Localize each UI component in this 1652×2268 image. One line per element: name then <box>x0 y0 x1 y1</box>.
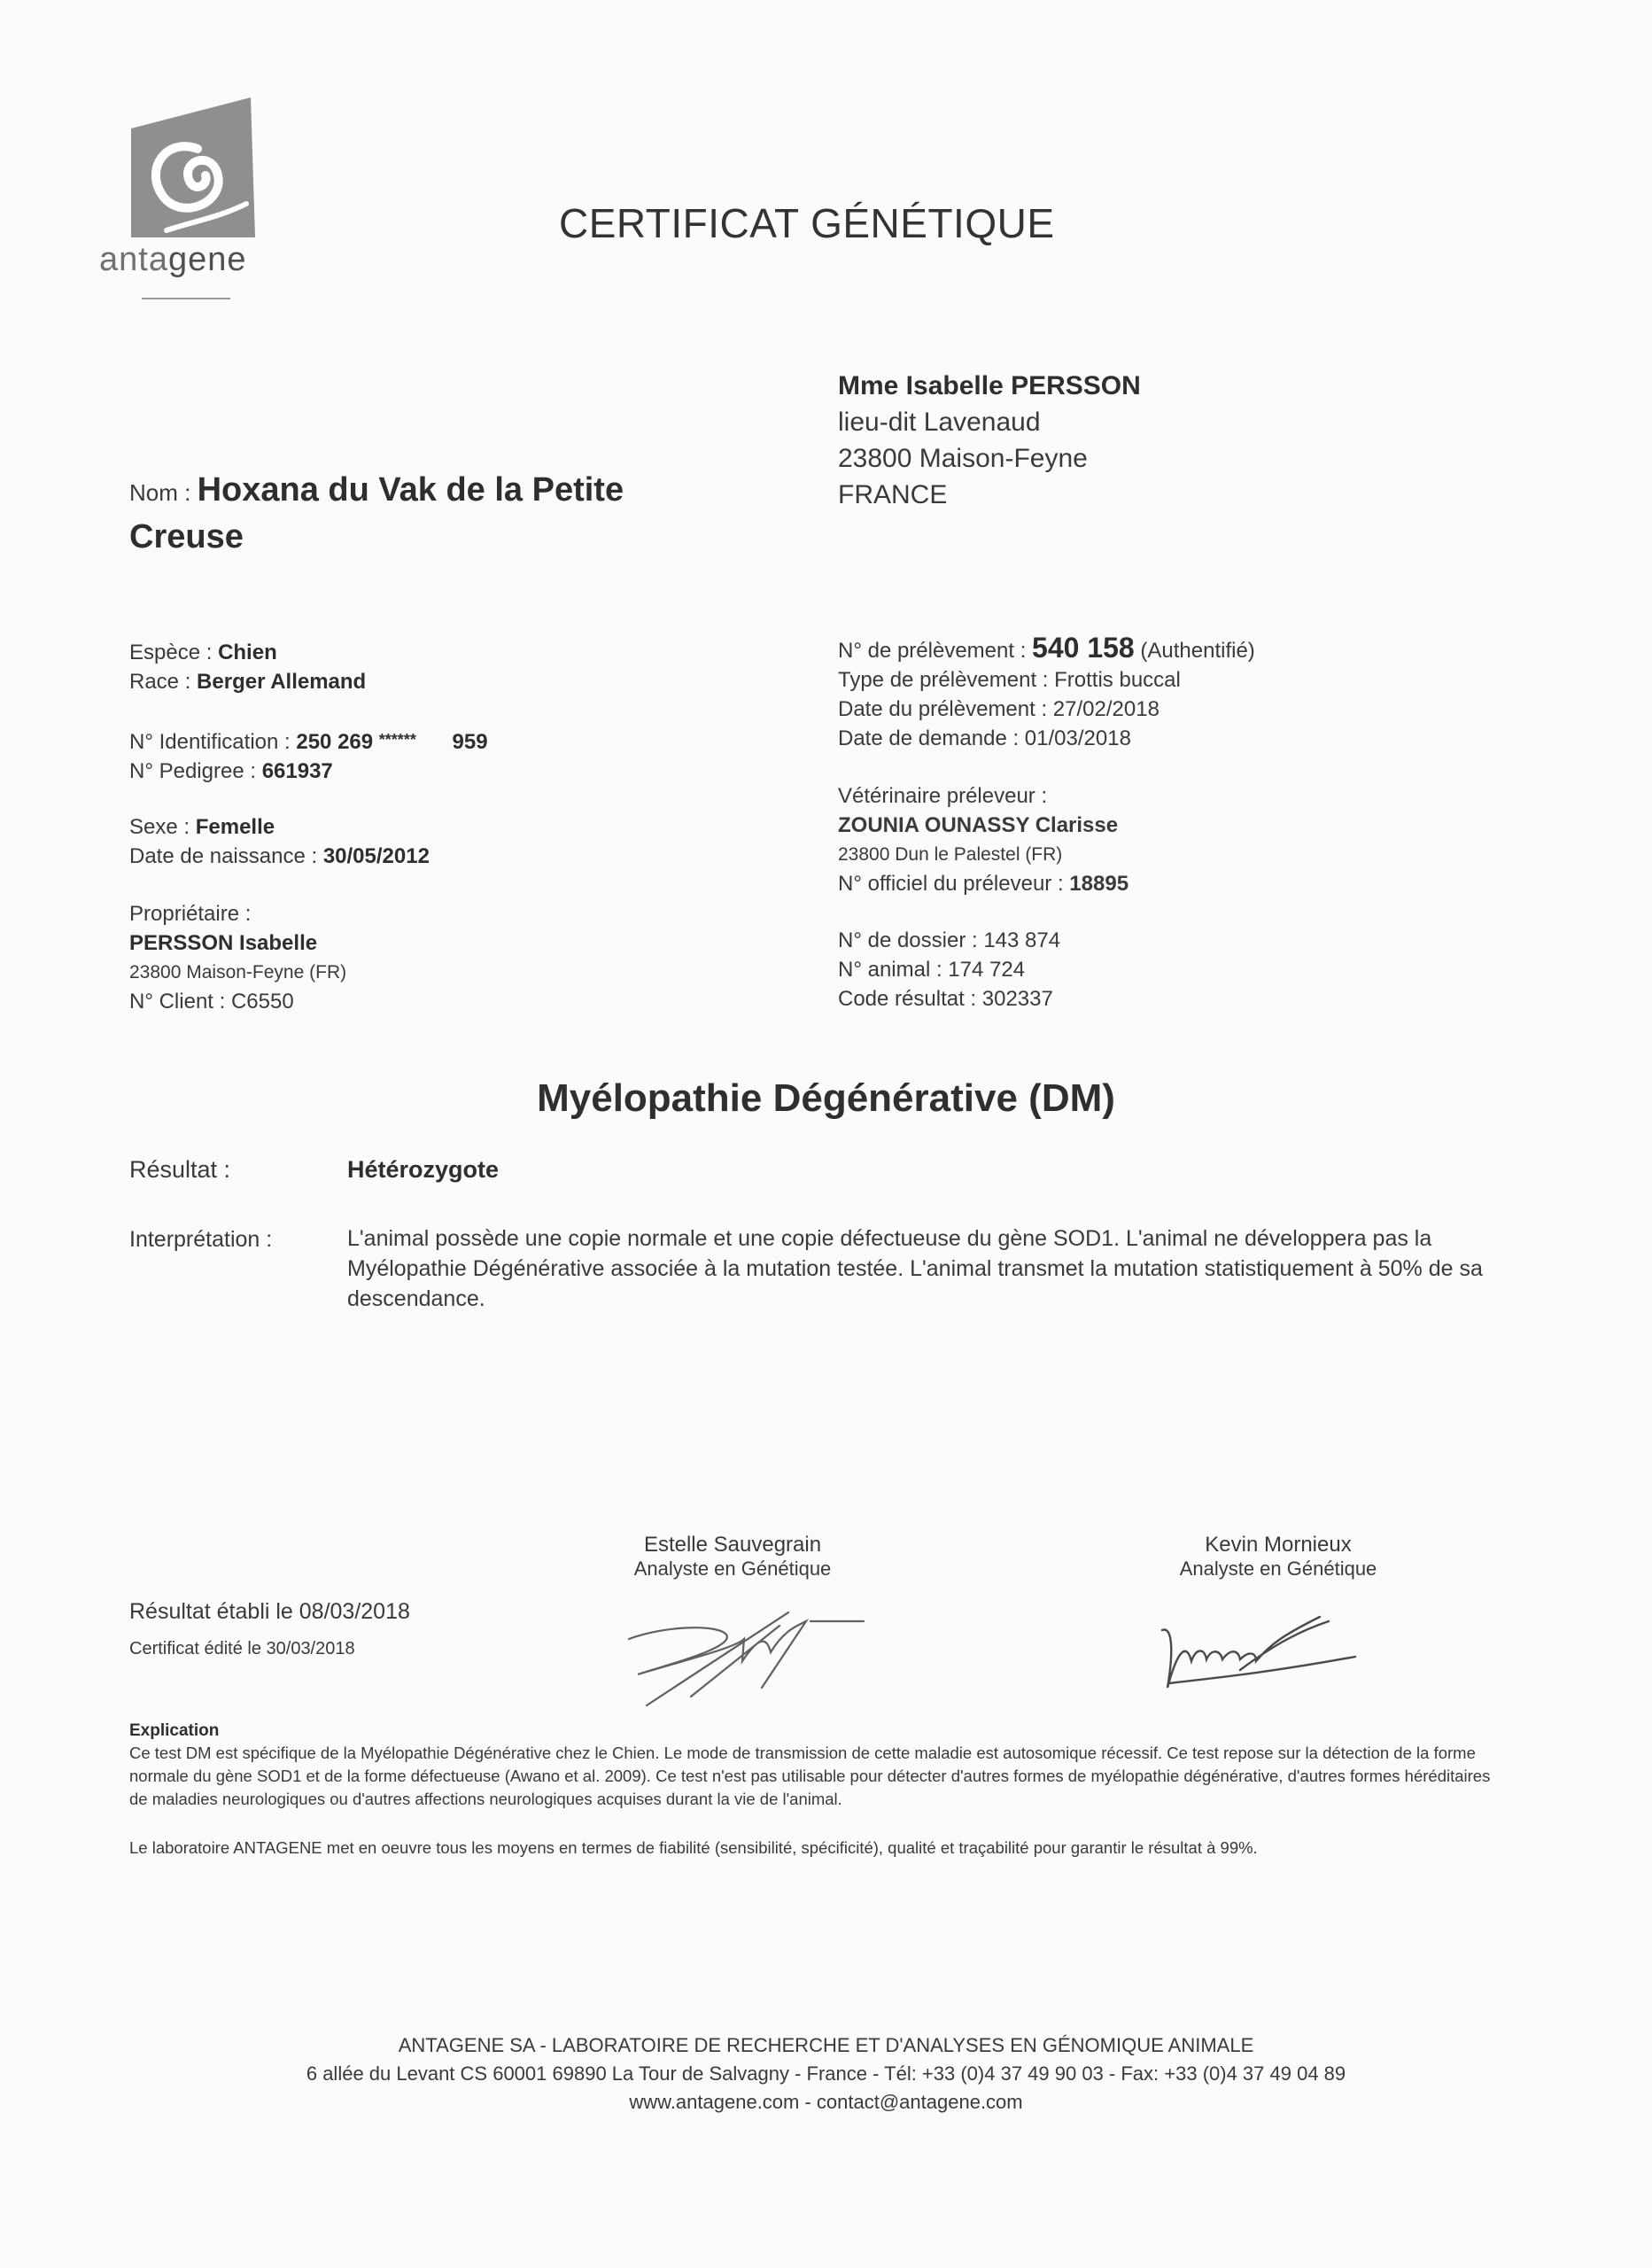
sex-value: Femelle <box>195 815 275 839</box>
footer-company: ANTAGENE SA - LABORATOIRE DE RECHERCHE ET D'ANALYSES EN GÉNOMIQUE ANIMALE <box>398 2034 1254 2056</box>
sample-number-label: N° de prélèvement : <box>838 639 1027 663</box>
animal-name-label: Nom : <box>129 479 191 506</box>
sample-type: Type de prélèvement : Frottis buccal <box>838 668 1181 692</box>
owner-block <box>129 899 346 1016</box>
footer-contact: www.antagene.com - contact@antagene.com <box>629 2091 1023 2113</box>
identification-prefix: 250 269 <box>296 730 374 754</box>
owner-name: PERSSON Isabelle <box>129 931 318 955</box>
sample-block <box>838 633 1255 753</box>
sample-date: Date du prélèvement : 27/02/2018 <box>838 697 1160 721</box>
page-title: CERTIFICAT GÉNÉTIQUE <box>559 200 1055 246</box>
brand-name <box>99 241 247 279</box>
result-value: Hétérozygote <box>347 1156 500 1183</box>
signature-block-2 <box>1119 1533 1438 1581</box>
explanation-heading: Explication <box>129 1721 220 1740</box>
logo-underline <box>142 298 230 299</box>
owner-city: 23800 Maison-Feyne (FR) <box>129 962 347 983</box>
animal-number: N° animal : 174 724 <box>838 958 1026 982</box>
footer <box>0 2031 1652 2117</box>
birthdate-value: 30/05/2012 <box>322 844 430 868</box>
identification-block <box>129 726 488 786</box>
test-title: Myélopathie Dégénérative (DM) <box>537 1076 1115 1120</box>
interpretation-text: L'animal possède une copie normale et une copie défectueuse du gène SOD1. L'animal ne développera pas la Myélopathie Dégénérative associée à la mutation testée. L'animal transmet la mutation statistiquement à 50% de sa descendance. <box>347 1226 1483 1311</box>
species-label: Espèce : <box>129 641 213 664</box>
client-value: C6550 <box>230 990 294 1014</box>
vet-official-number: 18895 <box>1069 872 1129 896</box>
result-established-date: Résultat établi le 08/03/2018 <box>129 1599 410 1624</box>
sex-label: Sexe : <box>129 815 190 839</box>
explanation-note: Le laboratoire ANTAGENE met en oeuvre tous les moyens en termes de fiabilité (sensibilité, spécificité), qualité et traçabilité pour garantir le résultat à 99%. <box>129 1838 1258 1857</box>
signature-block-1 <box>573 1533 892 1581</box>
sex-birth-block <box>129 812 430 871</box>
species-race-block <box>129 638 366 696</box>
certificate-edited-date: Certificat édité le 30/03/2018 <box>129 1639 355 1658</box>
signatory-2-role: Analyste en Génétique <box>1179 1557 1377 1580</box>
vet-name: ZOUNIA OUNASSY Clarisse <box>838 813 1119 837</box>
result-code: Code résultat : 302337 <box>838 987 1053 1011</box>
request-date: Date de demande : 01/03/2018 <box>838 726 1131 750</box>
dossier-block <box>838 926 1060 1014</box>
signature-2-icon <box>1152 1608 1373 1705</box>
brand-name-prefix: anta <box>99 241 168 278</box>
interpretation-label: Interprétation : <box>129 1227 273 1252</box>
result-label: Résultat : <box>129 1156 231 1183</box>
explanation-body: Ce test DM est spécifique de la Myélopathie Dégénérative chez le Chien. Le mode de transmission de cette maladie est autosomique récessif. Ce test repose sur la détection de la forme normale du gène SOD1 et de la forme défectueuse (Awano et al. 2009). Ce test n'est pas utilisable pour détecter d'autres formes de myélopathie dégénérative, d'autres formes héréditaires de maladies neurologiques ou d'autres affections neurologiques acquises durant la vie de l'animal. <box>129 1744 1491 1808</box>
signatory-2-name: Kevin Mornieux <box>1205 1533 1352 1557</box>
signatory-1-name: Estelle Sauvegrain <box>643 1533 822 1557</box>
vet-label: Vétérinaire préleveur : <box>838 784 1048 808</box>
signatory-1-role: Analyste en Génétique <box>633 1557 832 1580</box>
recipient-name: Mme Isabelle PERSSON <box>838 371 1141 400</box>
footer-address: 6 allée du Levant CS 60001 69890 La Tour de Salvagny - France - Tél: +33 (0)4 37 49 90 03 - Fax: +33 (0)4 37 49 04 89 <box>306 2062 1346 2085</box>
sample-authenticated: (Authentifié) <box>1140 639 1255 663</box>
recipient-line2: 23800 Maison-Feyne <box>838 444 1088 473</box>
dossier-number: N° de dossier : 143 874 <box>838 928 1061 952</box>
signature-1-icon <box>611 1599 868 1714</box>
animal-name-block <box>129 468 714 562</box>
birthdate-label: Date de naissance : <box>129 844 318 868</box>
antagene-logo-icon <box>113 97 264 248</box>
vet-city: 23800 Dun le Palestel (FR) <box>838 844 1063 865</box>
brand-name-suffix: gene <box>167 241 247 278</box>
species-value: Chien <box>218 641 277 664</box>
recipient-country: FRANCE <box>838 480 948 509</box>
identification-suffix: 959 <box>452 730 488 754</box>
pedigree-value: 661937 <box>261 759 333 783</box>
race-label: Race : <box>129 670 191 694</box>
owner-label: Propriétaire : <box>129 902 252 926</box>
sample-number: 540 158 <box>1032 632 1135 664</box>
client-label: N° Client : <box>129 990 226 1014</box>
identification-masked: ****** <box>378 731 416 749</box>
vet-block <box>838 781 1128 898</box>
animal-name: Hoxana du Vak de la Petite Creuse <box>129 471 624 555</box>
race-value: Berger Allemand <box>197 670 367 694</box>
recipient-line1: lieu-dit Lavenaud <box>838 408 1041 437</box>
vet-official-label: N° officiel du préleveur : <box>838 872 1064 896</box>
identification-label: N° Identification : <box>129 730 291 754</box>
pedigree-label: N° Pedigree : <box>129 759 257 783</box>
recipient-address <box>838 368 1141 513</box>
